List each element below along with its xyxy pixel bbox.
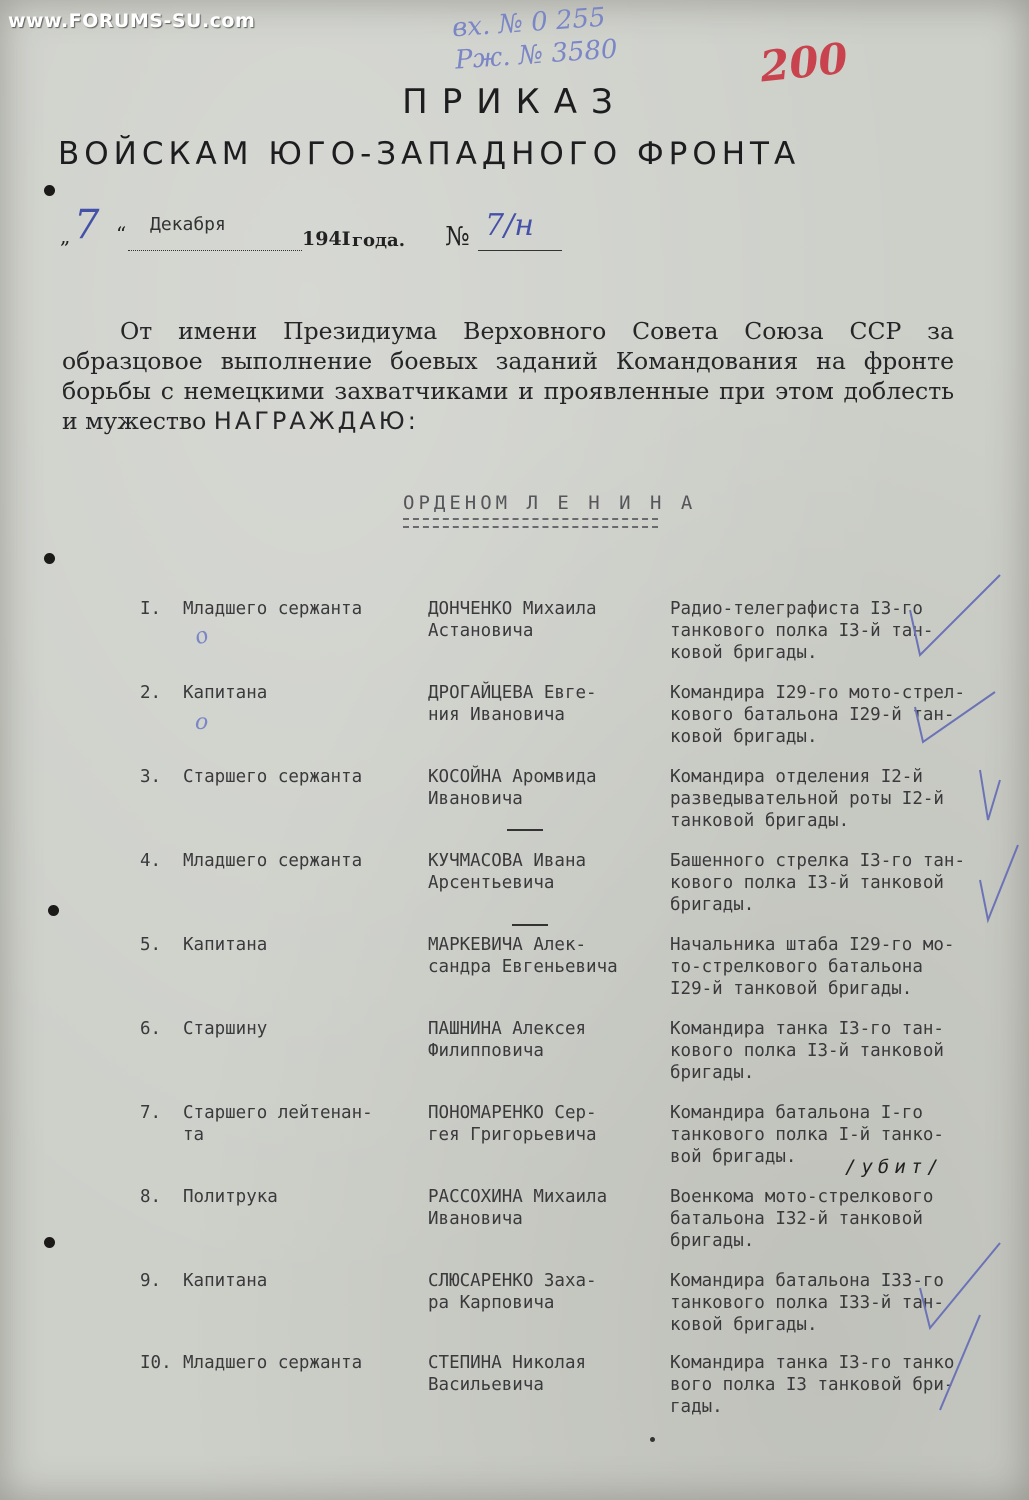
awardee-position-line: Командира танка I3-го танко: [670, 1353, 955, 1373]
watermark: www.FORUMS-SU.com: [8, 10, 256, 32]
awardee-rank-line: Капитана: [183, 1271, 268, 1291]
awardee-rank-line: Капитана: [183, 935, 268, 955]
awardee-position-line: танкового полка I3-й тан-: [670, 621, 934, 641]
awardee-name-line: Ивановича: [428, 1209, 523, 1229]
awardee-position: [670, 850, 1020, 916]
awardee-rank-line: Старшего сержанта: [183, 767, 363, 787]
awardee-position-line: батальона I32-й танковой: [670, 1209, 923, 1229]
check-mark-4: [970, 840, 1029, 930]
awardee-name: [428, 1270, 663, 1314]
awardee-rank: [183, 766, 423, 788]
awardee-position-line: Радио-телеграфиста I3-го: [670, 599, 923, 619]
awardee-position-line: Командира отделения I2-й: [670, 767, 923, 787]
awardee-name-line: СТЕПИНА Николая: [428, 1353, 587, 1373]
awardee-rank: [183, 598, 423, 620]
awardee-position-line: то-стрелкового батальона: [670, 957, 923, 977]
order-heading: ОРДЕНОМ Л Е Н И Н А: [403, 492, 697, 514]
killed-note: /убит/: [845, 1156, 944, 1178]
date-year: 194I: [302, 228, 351, 250]
awardee-position-line: Начальника штаба I29-го мо-: [670, 935, 955, 955]
preamble-text: От имени Президиума Верховного Совета Союза ССР за образцовое выполнение боевых заданий Командования на фронте борьбы с немецкими захватчиками и проявленные при этом доблесть и мужество: [62, 317, 954, 435]
awardee-name: [428, 934, 663, 978]
awardee-name-line: Астановича: [428, 621, 534, 641]
awardee-row: [0, 598, 1029, 678]
awardee-position-line: вой бригады.: [670, 1147, 797, 1167]
awardee-position-line: Военкома мото-стрелкового: [670, 1187, 934, 1207]
awardee-rank: [183, 1352, 423, 1374]
awardee-name-line: Васильевича: [428, 1375, 544, 1395]
awardee-name: [428, 1186, 663, 1230]
punch-hole: [44, 185, 55, 196]
awardee-name: [428, 598, 663, 642]
awardee-row: [0, 682, 1029, 762]
awardee-position-line: ковой бригады.: [670, 727, 818, 747]
awardee-row: [0, 1018, 1029, 1098]
awardee-name-line: ДОНЧЕНКО Михаила: [428, 599, 597, 619]
awardee-name: [428, 1352, 663, 1396]
date-month: Декабря: [150, 214, 226, 235]
awardee-number: 8.: [140, 1187, 162, 1207]
awardee-name-line: ДРОГАЙЦЕВА Евге-: [428, 683, 597, 703]
order-number-label: №: [445, 222, 470, 252]
awardee-name-line: гея Григорьевича: [428, 1125, 597, 1145]
document-subtitle: ВОЙСКАМ ЮГО-ЗАПАДНОГО ФРОНТА: [58, 136, 801, 172]
awardee-position-line: кового батальона I29-й тан-: [670, 705, 955, 725]
awardee-name: [428, 850, 663, 894]
awardee-row: [0, 1270, 1029, 1350]
awardee-number: 7.: [140, 1103, 162, 1123]
awardee-position-line: бригады.: [670, 895, 755, 915]
awardee-row: [0, 934, 1029, 1014]
order-number-value: 7/н: [485, 208, 534, 243]
awardee-number: 3.: [140, 767, 162, 787]
awardee-rank: [183, 1102, 423, 1146]
awardee-position-line: I29-й танковой бригады.: [670, 979, 913, 999]
awardee-name-line: КОСОЙНА Аромвида: [428, 767, 597, 787]
punch-hole: [44, 1237, 55, 1248]
awardee-name: [428, 1102, 663, 1146]
quote-close: “: [116, 222, 127, 246]
awardee-number: I0.: [140, 1353, 172, 1373]
sheet-number: 200: [757, 33, 850, 92]
check-mark-2: [885, 672, 1005, 752]
awardee-position-line: бригады.: [670, 1231, 755, 1251]
awardee-name: [428, 682, 663, 726]
date-year-suffix: года.: [352, 230, 405, 251]
awardee-rank: [183, 850, 423, 872]
document-title: ПРИКАЗ: [402, 82, 627, 122]
awardee-number: 4.: [140, 851, 162, 871]
order-heading-underline: [403, 518, 658, 528]
awardee-rank-line: Политрука: [183, 1187, 278, 1207]
awardee-name-line: ПАШНИНА Алексея: [428, 1019, 587, 1039]
awardee-position-line: ковой бригады.: [670, 643, 818, 663]
awardee-position-line: кового полка I3-й танковой: [670, 1041, 944, 1061]
preamble: [62, 316, 954, 436]
awardee-number: I.: [140, 599, 162, 619]
awardee-position-line: кового полка I3-й танковой: [670, 873, 944, 893]
awardee-name-line: СЛЮСАРЕНКО Заха-: [428, 1271, 597, 1291]
awardee-position-line: гады.: [670, 1397, 723, 1417]
date-dotted-line: [128, 250, 302, 251]
date-line: [60, 202, 580, 260]
awardee-number: 5.: [140, 935, 162, 955]
order-number-underline: [478, 250, 562, 251]
awardee-rank: [183, 934, 423, 956]
date-day: 7: [74, 202, 100, 248]
awardee-name-line: сандра Евгеньевича: [428, 957, 618, 977]
check-mark-1: [880, 570, 1020, 670]
awardee-rank-line: Младшего сержанта: [183, 1353, 363, 1373]
awardee-position-line: бригады.: [670, 1063, 755, 1083]
awardee-position-line: Башенного стрелка I3-го тан-: [670, 851, 966, 871]
awardee-position-line: Командира I29-го мото-стрел-: [670, 683, 966, 703]
pencil-dash-2: [510, 920, 550, 930]
pencil-dash-1: [505, 825, 545, 835]
awardee-position-line: Командира батальона I-го: [670, 1103, 923, 1123]
awardee-position-line: вого полка I3 танковой бри-: [670, 1375, 955, 1395]
awardee-name-line: Ивановича: [428, 789, 523, 809]
awardee-position-line: Командира танка I3-го тан-: [670, 1019, 944, 1039]
awardee-name-line: ПОНОМАРЕНКО Сер-: [428, 1103, 597, 1123]
awardee-rank-line: Капитана: [183, 683, 268, 703]
check-mark-3: [960, 760, 1020, 830]
awardee-rank-line: Старшину: [183, 1019, 268, 1039]
awardee-rank: [183, 1186, 423, 1208]
awardee-position-line: Командира батальона I33-го: [670, 1271, 944, 1291]
awardee-position-line: танковой бригады.: [670, 811, 850, 831]
awardee-name-line: Филипповича: [428, 1041, 544, 1061]
handwritten-mark-2: o: [195, 710, 209, 735]
punch-hole: [48, 905, 59, 916]
awardee-position: [670, 1018, 1020, 1084]
awardee-name-line: РАССОХИНА Михаила: [428, 1187, 608, 1207]
awardee-rank-line: Младшего сержанта: [183, 851, 363, 871]
awardee-name-line: ния Ивановича: [428, 705, 565, 725]
awardee-position-line: ковой бригады.: [670, 1315, 818, 1335]
award-word: НАГРАЖДАЮ:: [213, 407, 419, 435]
awardee-position-line: танкового полка I-й танко-: [670, 1125, 944, 1145]
awardee-rank: [183, 1270, 423, 1292]
punch-hole: [44, 553, 55, 564]
awardee-row: [0, 1352, 1029, 1432]
awardee-position-line: разведывательной роты I2-й: [670, 789, 944, 809]
check-mark-6: [900, 1310, 1000, 1420]
awardee-rank: [183, 1018, 423, 1040]
awardee-number: 9.: [140, 1271, 162, 1291]
awardee-name-line: ра Карповича: [428, 1293, 555, 1313]
registry-note-incoming: вх. № 0 255: [451, 2, 607, 44]
ink-dot: [650, 1437, 655, 1442]
quote-open: „: [60, 224, 71, 248]
handwritten-mark-1: o: [191, 622, 213, 651]
awardee-position: [670, 934, 1020, 1000]
awardee-name: [428, 1018, 663, 1062]
awardee-rank-line: Старшего лейтенан-: [183, 1103, 373, 1123]
awardee-position-line: танкового полка I33-й тан-: [670, 1293, 944, 1313]
registry-note-2: Рж. № 3580: [454, 34, 619, 76]
awardee-name-line: МАРКЕВИЧА Алек-: [428, 935, 587, 955]
awardee-rank: [183, 682, 423, 704]
awardee-rank-line: Младшего сержанта: [183, 599, 363, 619]
awardee-name-line: Арсентьевича: [428, 873, 555, 893]
awardee-name: [428, 766, 663, 810]
awardee-name-line: КУЧМАСОВА Ивана: [428, 851, 587, 871]
awardee-row: [0, 1186, 1029, 1266]
awardee-number: 6.: [140, 1019, 162, 1039]
awardee-rank-line: та: [183, 1125, 205, 1145]
awardee-number: 2.: [140, 683, 162, 703]
awardee-row: [0, 850, 1029, 930]
